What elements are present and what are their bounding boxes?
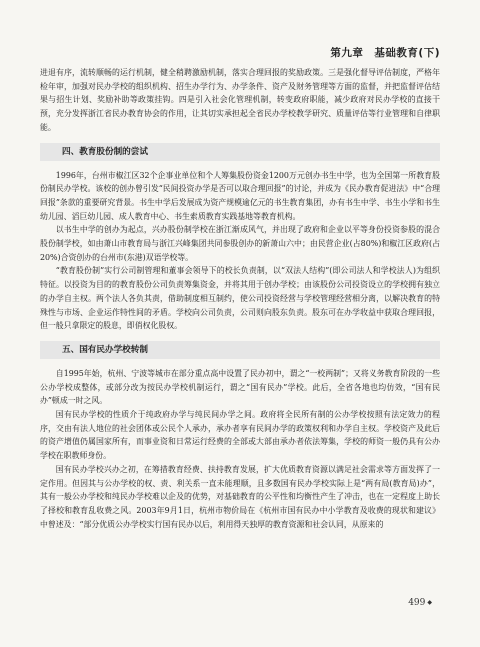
page-number [408,598,432,608]
page-number-value: 499 [408,598,426,608]
page-marker-icon: ◆ [427,599,432,606]
paragraph-s5-3: 国有民办学校兴办之初，在筹措教育经费、扶持教育发展，扩大优质教育资源以满足社会需求等方面发挥了一定作用。但因其与公办学校的权、责、利关系一直未能理顺，且多数国有民办学校实际上是“两有局(教育局)办”，其有一般公办学校和纯民办学校难以企及的优势，对基础教育的公平性和均衡性产生了冲击，也在一定程度上助长了择校和教育乱收费之风。2003年9月1日，杭州市物价局在《杭州市国有民办中小学教育及收费的现状和建议》中曾述及：“部分优质公办学校实行国有民办以后，利用得天独厚的教育资源和社会认同，从原来的 [40,464,440,529]
page-body [40,66,440,531]
paragraph-s4-1: 1996年，台州市椒江区32个企事业单位和个人筹集股份资金1200万元创办书生中学，也为全国第一所教育股份制民办学校。该校的创办曾引发“民间投资办学是否可以取合理回报”的讨论，并成为《民办教育促进法》中“合理回报”条款的重要研究背景。书生中学后发展成为资产规模逾亿元的书生教育集团，办有书生中学、书生小学和书生幼儿园、滔巨幼儿园、成人教育中心、书生索质教育实践基地等教育机构。 [40,170,440,221]
paragraph-top: 进退有序，流转顺畅的运行机制，健全稍聘激励机制，落实合理回报的奖励政策。三是强化督导评估制度，严格年检年审，加强对民办学校的组织机构、招生办学行为、办学条件、资产及财务管理等方面的监督，并把监督评估结果与招生计划、奖励补助等政策挂钩。四是引入社会化管理机制，转变政府职能，减少政府对民办学校的直接干预，充分发挥浙江省民办教育协会的作用，让其切实承担起全省民办学校教学研究、质量评估等行业管理和自律职能。 [40,68,440,132]
section-heading-4: 四、教育股份制的尝试 [40,143,440,161]
paragraph-s5-2: 国有民办学校的性质介于纯政府办学与纯民间办学之间。政府将全民所有制的公办学校按照有法定效力的程序，交由有法人地位的社会团体或公民个人承办，承办者享有民间办学的政策权利和办学自主权。学校资产及此后的资产增值仍属国家所有，而事业资和日常运行经费的全部或大部由承办者依法筹集，学校的师资一般仍具有公办学校在职教师身份。 [40,410,440,461]
paragraph-s4-2: 以书生中学的创办为起点，兴办股份制学校在浙江渐成风气，并出现了政府和企业以平等身份投资参股的混合股份制学校，如由萧山市教育局与浙江兴峰集团共同参股创办的新萧山六中；由民营企业(占80%)和椒江区政府(占20%)合资创办的台州市(东港)双语学校等。 [40,225,440,262]
section-heading-5: 五、国有民办学校转制 [40,341,440,359]
chapter-header: 第九章 基础教育(下) [330,47,440,59]
paragraph-s4-3: “教育股份制”实行公司制管理和董事会领导下的校长负责制，以“双法人结构”(即公司法人和学校法人)为组织特征。以投资为目的的教育股份公司负责筹集资金，并将其用于创办学校；由该股份公司投资设立的学校拥有独立的办学自主权。两个法人各负其责，借助制度相互制约，使公司投资经营与学校管理经营相分离，以解决教育的特殊性与市场、企业运作特性间的矛盾。学校向公司负责，公司则向股东负责。股东可在办学收益中获取合理回报，但一般只拿限定的股息，即俏权化股权。 [40,266,440,331]
paragraph-s5-1: 自1995年始，杭州、宁波等城市在部分重点高中设置了民办初中，谓之“一校两制”；又将义务教育阶段的一些公办学校成整体，或部分改为按民办学校机制运行，谓之“国有民办”学校。此后，全省各地也均仿效，“国有民办”顿成一时之风。 [40,368,440,406]
